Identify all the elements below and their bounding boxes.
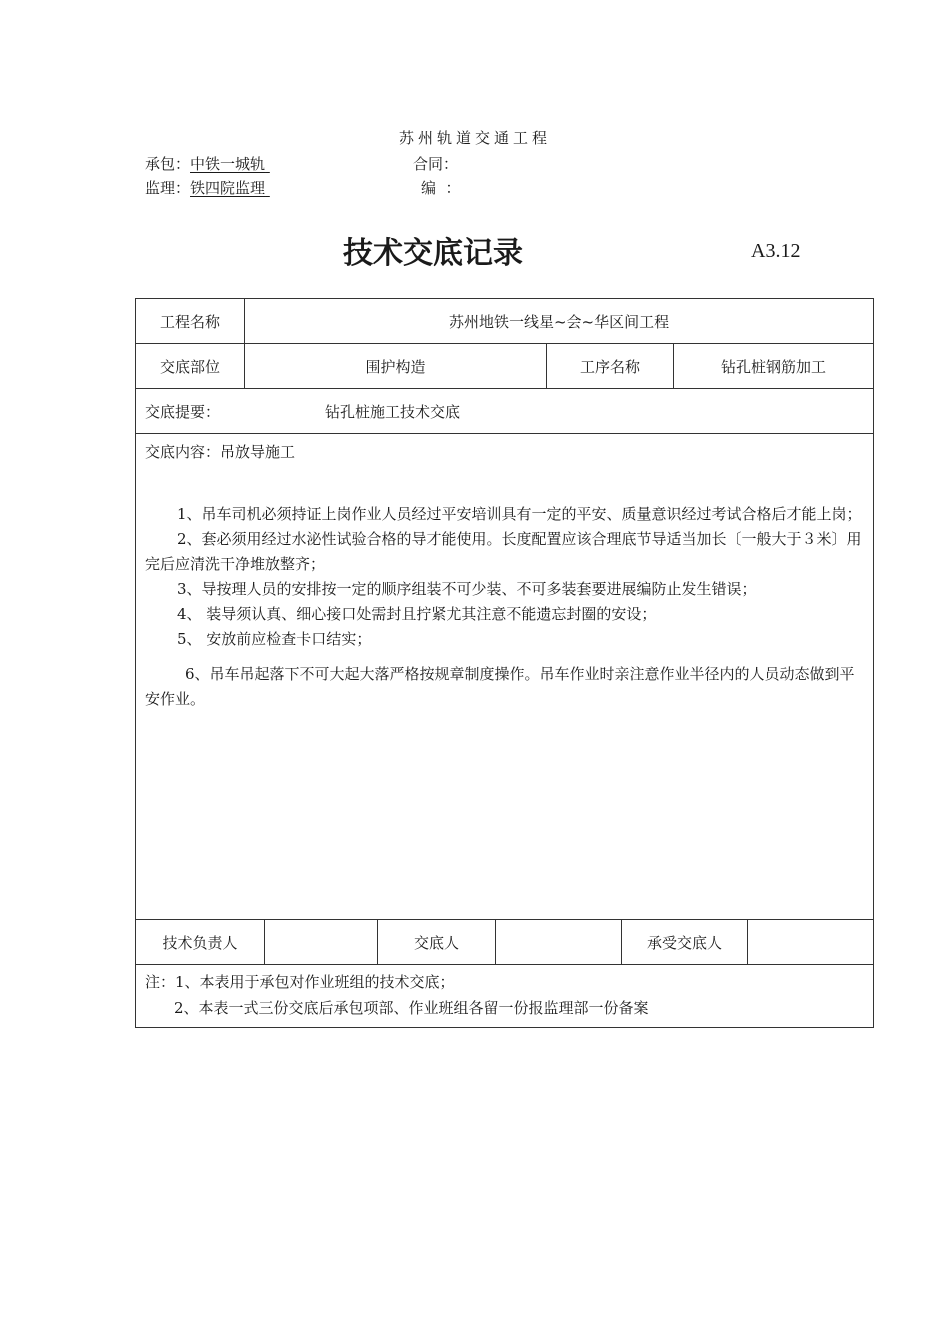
content-spacer (145, 464, 863, 502)
content-item-2: 2、套必须用经过水泌性试验合格的导才能使用。长度配置应该合理底节导适当加长〔一般大于３米〕用完后应清洗干净堆放整齐； (145, 530, 862, 573)
content-cell (136, 434, 874, 920)
project-name-header: 苏州轨道交通工程 (398, 129, 551, 147)
content-row (136, 434, 874, 920)
summary-row (136, 389, 874, 434)
position-label: 交底部位 (136, 344, 245, 389)
project-name-row (136, 299, 874, 344)
briefer-label: 交底人 (378, 920, 496, 965)
project-name-label: 工程名称 (136, 299, 245, 344)
contractor-line (145, 153, 313, 174)
contractor-value: 中铁一城轨 (190, 155, 266, 173)
contractor-label: 承包： (145, 155, 191, 173)
form-number: A3.12 (751, 240, 801, 262)
position-row (136, 344, 874, 389)
content-item-6: 6、吊车吊起落下不可大起大落严格按规章制度操作。吊车作业时亲注意作业半径内的人员动态做到平安作业。 (145, 665, 855, 708)
serial-line (421, 177, 537, 198)
tech-lead-label: 技术负责人 (136, 920, 265, 965)
content-item-5: 5、 安放前应检查卡口结实； (177, 630, 372, 648)
process-label: 工序名称 (547, 344, 674, 389)
notes-cell (136, 965, 874, 1028)
supervisor-value: 铁四院监理 (190, 179, 266, 197)
content-item-4: 4、 装导须认真、细心接口处需封且拧紧尤其注意不能遗忘封圈的安设； (177, 605, 657, 623)
supervisor-label: 监理： (145, 179, 191, 197)
signature-row (136, 920, 874, 965)
content-heading: 交底内容：吊放导施工 (145, 443, 296, 461)
contract-label: 合同： (413, 155, 459, 173)
summary-cell (136, 389, 874, 434)
briefer-value[interactable] (496, 920, 622, 965)
position-value: 围护构造 (245, 344, 547, 389)
process-value: 钻孔桩钢筋加工 (674, 344, 874, 389)
note-2: 2、本表一式三份交底后承包项部、作业班组各留一份报监理部一份备案 (174, 999, 649, 1017)
serial-label: 编 ： (421, 179, 461, 197)
supervisor-line (145, 177, 321, 198)
supervisor-underline (265, 179, 321, 197)
receiver-value[interactable] (748, 920, 874, 965)
note-1: 注：1、本表用于承包对作业班组的技术交底； (145, 973, 455, 991)
notes-row (136, 965, 874, 1028)
contract-line (413, 153, 534, 174)
briefing-form-table (135, 298, 874, 1028)
content-item-3: 3、导按理人员的安排按一定的顺序组装不可少装、不可多装套要进展编防止发生错误； (177, 580, 757, 598)
project-name-value: 苏州地铁一线星~会~华区间工程 (245, 299, 874, 344)
receiver-label: 承受交底人 (622, 920, 748, 965)
contractor-underline (265, 155, 313, 173)
summary-value: 钻孔桩施工技术交底 (325, 402, 461, 421)
document-title: 技术交底记录 (343, 236, 523, 271)
summary-label: 交底提要： (145, 402, 221, 421)
content-item-1: 1、吊车司机必须持证上岗作业人员经过平安培训具有一定的平安、质量意识经过考试合格后才能上岗； (177, 505, 862, 523)
tech-lead-value[interactable] (265, 920, 378, 965)
